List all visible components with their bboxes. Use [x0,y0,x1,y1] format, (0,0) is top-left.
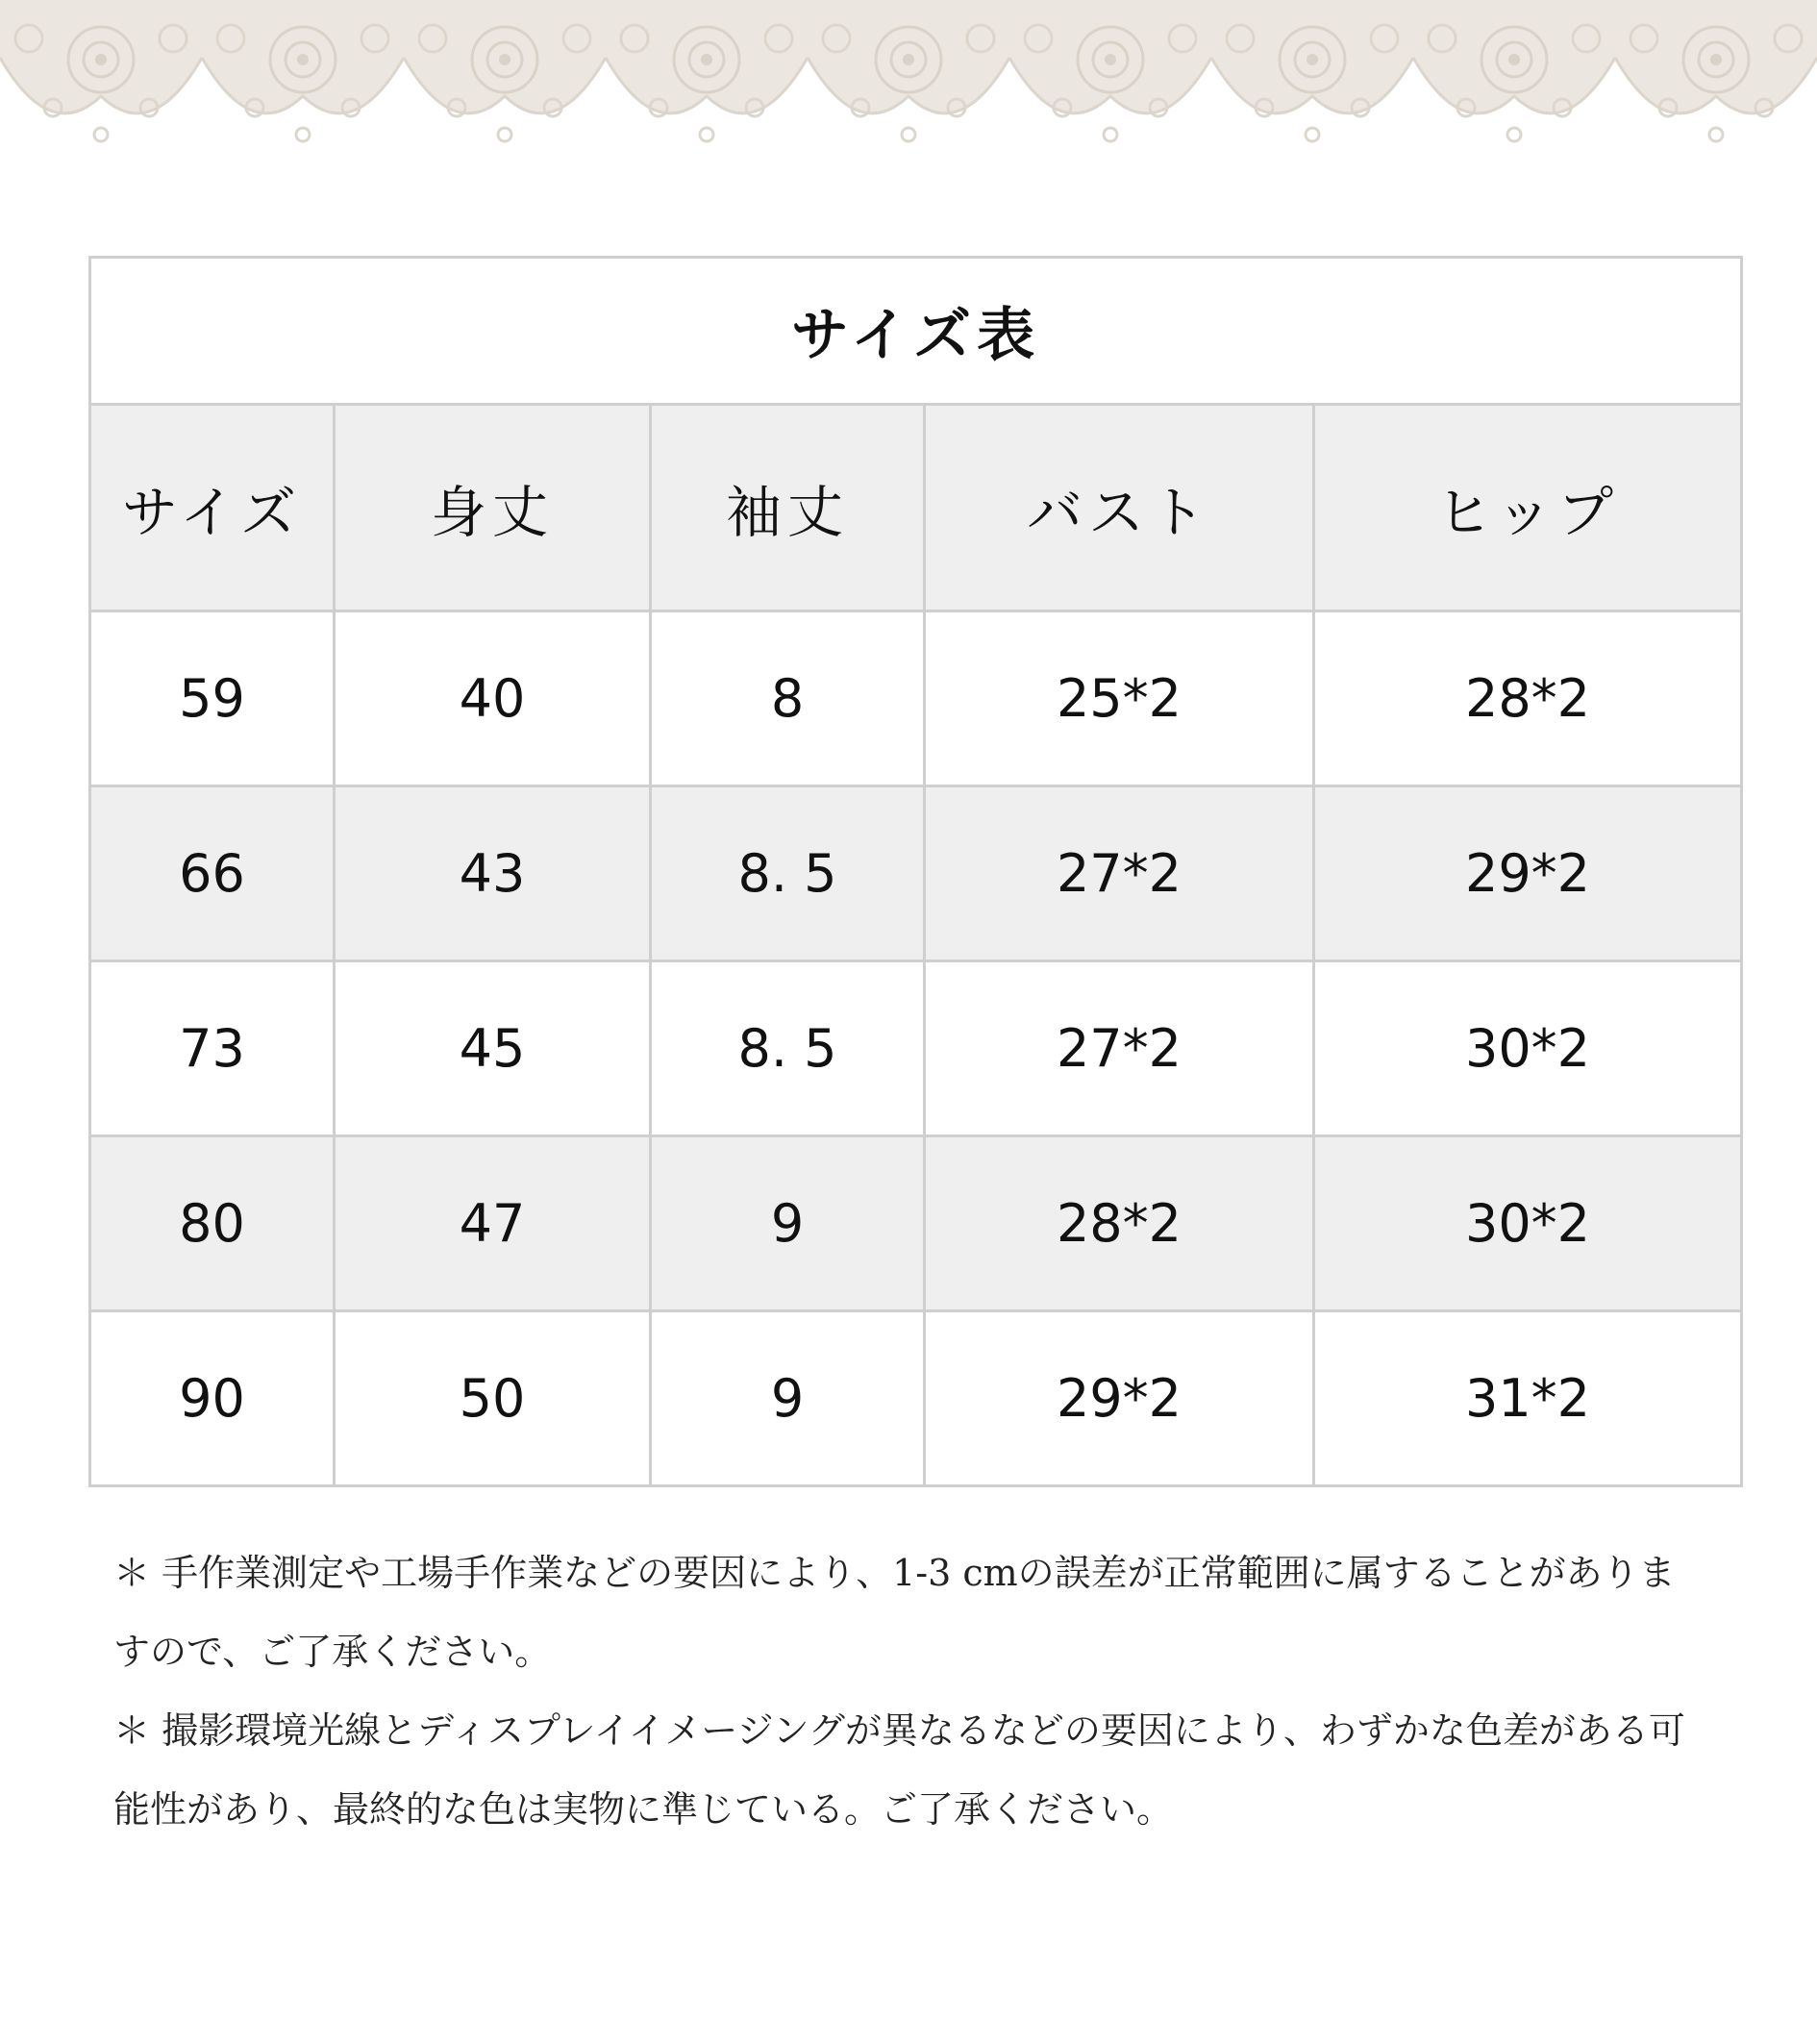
cell-bust: 27*2 [925,786,1314,961]
header-size: サイズ [90,405,335,611]
table-row [90,961,1742,1136]
cell-sleeve: 9 [651,1311,925,1486]
cell-hip: 28*2 [1314,611,1742,786]
cell-hip: 29*2 [1314,786,1742,961]
cell-bust: 25*2 [925,611,1314,786]
cell-bust: 27*2 [925,961,1314,1136]
cell-hip: 30*2 [1314,1136,1742,1311]
table-header-row [90,405,1742,611]
cell-length: 50 [335,1311,651,1486]
cell-length: 47 [335,1136,651,1311]
table-title: サイズ表 [90,258,1742,405]
cell-size: 66 [90,786,335,961]
cell-sleeve: 8. 5 [651,786,925,961]
cell-hip: 31*2 [1314,1311,1742,1486]
table-row [90,1311,1742,1486]
table-row [90,1136,1742,1311]
lace-border-decoration [0,0,1817,168]
cell-size: 90 [90,1311,335,1486]
cell-size: 73 [90,961,335,1136]
cell-bust: 28*2 [925,1136,1314,1311]
table-row [90,611,1742,786]
cell-length: 43 [335,786,651,961]
header-sleeve: 袖丈 [651,405,925,611]
table-row [90,786,1742,961]
cell-size: 80 [90,1136,335,1311]
cell-hip: 30*2 [1314,961,1742,1136]
cell-length: 40 [335,611,651,786]
cell-bust: 29*2 [925,1311,1314,1486]
cell-length: 45 [335,961,651,1136]
cell-sleeve: 9 [651,1136,925,1311]
header-hip: ヒップ [1314,405,1742,611]
note-measurement-error: ＊ 手作業測定や工場手作業などの要因により、1-3 cmの誤差が正常範囲に属することがありますので、ご了承ください。 [113,1552,1676,1673]
table-title-row [90,258,1742,405]
header-length: 身丈 [335,405,651,611]
cell-sleeve: 8. 5 [651,961,925,1136]
cell-sleeve: 8 [651,611,925,786]
size-table [88,256,1743,1487]
notes-section [113,1533,1690,1849]
cell-size: 59 [90,611,335,786]
header-bust: バスト [925,405,1314,611]
note-color-difference: ＊ 撮影環境光線とディスプレイイメージングが異なるなどの要因により、わずかな色差がある可能性があり、最終的な色は実物に準じている。ご了承ください。 [113,1709,1685,1831]
